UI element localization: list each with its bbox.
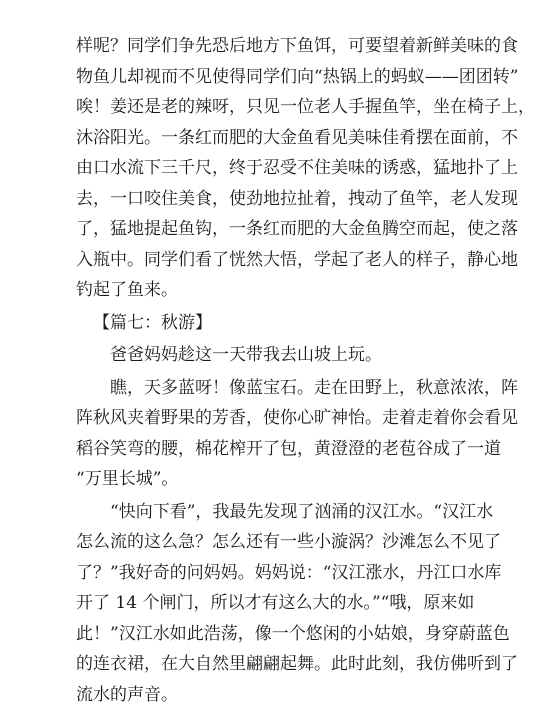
text-line: 此！”汉江水如此浩荡，像一个悠闲的小姑娘，身穿蔚蓝色	[76, 624, 510, 644]
text-line: 爸爸妈妈趁这一天带我去山坡上玩。	[110, 345, 382, 365]
text-line: “万里长城”。	[76, 469, 179, 489]
text-line: 由口水流下三千尺，终于忍受不住美味的诱惑，猛地扑了上	[76, 158, 518, 178]
text-line: 了，猛地提起鱼钩，一条红而肥的大金鱼腾空而起，使之落	[76, 219, 518, 239]
text-line: 阵秋风夹着野果的芳香，使你心旷神怡。走着走着你会看见	[76, 408, 518, 428]
text-line: “快向下看”，我最先发现了汹涌的汉江水。“汉江水	[110, 502, 494, 522]
text-line: 怎么流的这么急？怎么还有一些小漩涡？沙滩怎么不见了	[76, 532, 501, 552]
text-line: 沐浴阳光。一条红而肥的大金鱼看见美味佳肴摆在面前，不	[76, 128, 518, 148]
text-line: 了？”我好奇的问妈妈。妈妈说：“汉江涨水，丹江口水库	[76, 563, 502, 583]
text-line: 稻谷笑弯的腰，棉花榨开了包，黄澄澄的老苞谷成了一道	[76, 439, 501, 459]
text-line: 唉！姜还是老的辣呀，只见一位老人手握鱼竿，坐在椅子上，	[76, 97, 535, 117]
text-line: 开了 14 个闸门，所以才有这么大的水。”“哦，原来如	[76, 593, 475, 613]
text-line: 的连衣裙，在大自然里翩翩起舞。此时此刻，我仿佛听到了	[76, 654, 518, 674]
text-line: 物鱼儿却视而不见使得同学们向“热锅上的蚂蚁——团团转”	[76, 67, 519, 87]
text-line: 瞧，天多蓝呀！像蓝宝石。走在田野上，秋意浓浓，阵	[110, 378, 518, 398]
text-line: 样呢？同学们争先恐后地方下鱼饵，可要望着新鲜美味的食	[76, 36, 518, 56]
text-line: 去，一口咬住美食，使劲地拉扯着，拽动了鱼竿，老人发现	[76, 189, 518, 209]
text-line: 入瓶中。同学们看了恍然大悟，学起了老人的样子，静心地	[76, 250, 518, 270]
text-line: 流水的声音。	[76, 685, 178, 705]
section-heading: 【篇七：秋游】	[93, 313, 212, 333]
text-line: 钓起了鱼来。	[76, 280, 178, 300]
